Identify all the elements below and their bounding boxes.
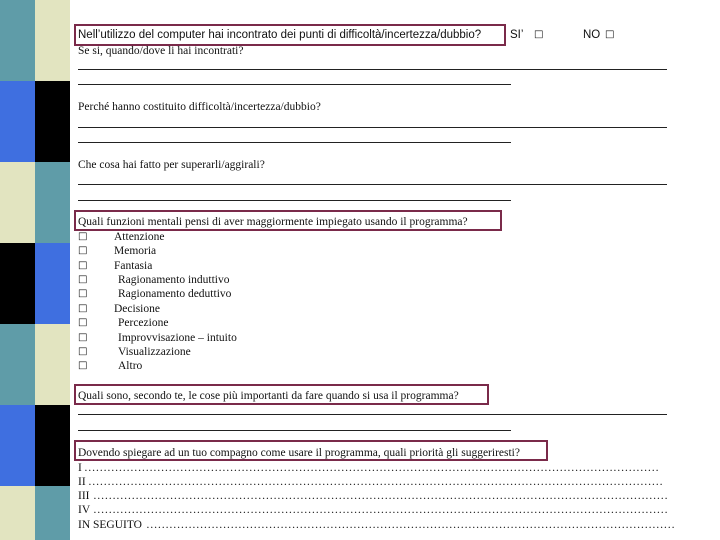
priority-answer-dots[interactable]: …………………………………………………………………………………………………………………………………… xyxy=(88,476,663,488)
option-label: Visualizzazione xyxy=(118,346,191,358)
option-label: Improvvisazione – intuito xyxy=(118,332,237,344)
option-checkbox[interactable]: □ xyxy=(78,346,88,357)
priority-answer-dots[interactable]: …………………………………………………………………………………………………………………………………… xyxy=(84,462,659,474)
strip-tile xyxy=(0,162,35,189)
answer-line[interactable] xyxy=(78,84,511,85)
q6-question: Dovendo spiegare ad un tuo compagno come usare il programma, quali priorità gli suggeriresti? xyxy=(78,447,520,459)
option-checkbox[interactable]: □ xyxy=(78,288,88,299)
strip-tile xyxy=(35,81,70,108)
priority-label: I xyxy=(78,462,82,474)
strip-tile xyxy=(0,243,35,270)
priority-label: III xyxy=(78,490,90,502)
q1-followup: Se si, quando/dove li hai incontrati? xyxy=(78,45,244,57)
option-label: Memoria xyxy=(114,245,157,257)
option-checkbox[interactable]: □ xyxy=(78,245,88,256)
strip-tile xyxy=(0,270,35,297)
answer-line[interactable] xyxy=(78,69,667,70)
priority-label: IV xyxy=(78,504,91,516)
strip-tile xyxy=(0,432,35,459)
option-checkbox[interactable]: □ xyxy=(78,260,88,271)
strip-tile xyxy=(0,351,35,378)
strip-tile xyxy=(35,270,70,297)
option-checkbox[interactable]: □ xyxy=(78,274,88,285)
strip-tile xyxy=(0,0,35,27)
strip-tile xyxy=(35,189,70,216)
strip-tile xyxy=(0,54,35,81)
strip-tile xyxy=(35,0,70,27)
decorative-side-strip xyxy=(0,0,70,540)
strip-tile xyxy=(35,459,70,486)
priority-label: IN SEGUITO xyxy=(78,519,142,531)
priority-label: II xyxy=(78,476,86,488)
q5-question: Quali sono, secondo te, le cose più importanti da fare quando si usa il programma? xyxy=(78,390,459,402)
strip-tile xyxy=(0,324,35,351)
option-checkbox[interactable]: □ xyxy=(78,317,88,328)
priority-answer-dots[interactable]: …………………………………………………………………………………………………………………………………… xyxy=(93,504,668,516)
strip-tile xyxy=(35,135,70,162)
option-checkbox[interactable]: □ xyxy=(78,231,88,242)
strip-tile xyxy=(0,459,35,486)
strip-tile xyxy=(35,486,70,513)
option-label: Attenzione xyxy=(114,231,165,243)
option-label: Ragionamento induttivo xyxy=(118,274,230,286)
q1-yes-label: SI’ xyxy=(510,29,524,41)
strip-tile xyxy=(35,297,70,324)
strip-tile xyxy=(0,378,35,405)
option-label: Ragionamento deduttivo xyxy=(118,288,232,300)
answer-line[interactable] xyxy=(78,430,511,431)
answer-line[interactable] xyxy=(78,127,667,128)
strip-tile xyxy=(0,108,35,135)
strip-tile xyxy=(35,243,70,270)
strip-tile xyxy=(0,486,35,513)
option-label: Percezione xyxy=(118,317,169,329)
option-checkbox[interactable]: □ xyxy=(78,332,88,343)
answer-line[interactable] xyxy=(78,142,511,143)
strip-tile xyxy=(35,405,70,432)
strip-tile xyxy=(35,432,70,459)
strip-tile xyxy=(0,135,35,162)
strip-tile xyxy=(35,378,70,405)
q1-yes-checkbox[interactable]: □ xyxy=(534,29,544,40)
option-label: Decisione xyxy=(114,303,160,315)
option-checkbox[interactable]: □ xyxy=(78,360,88,371)
strip-tile xyxy=(35,324,70,351)
q1-no-checkbox[interactable]: □ xyxy=(605,29,615,40)
q1-question: Nell’utilizzo del computer hai incontrato dei punti di difficoltà/incertezza/dubbio? xyxy=(78,29,482,41)
strip-tile xyxy=(35,351,70,378)
priority-answer-dots[interactable]: ………………………………………………………………………………………………………………………… xyxy=(146,519,675,531)
priority-answer-dots[interactable]: …………………………………………………………………………………………………………………………………… xyxy=(93,490,668,502)
strip-tile xyxy=(35,108,70,135)
strip-tile xyxy=(35,27,70,54)
strip-tile xyxy=(0,297,35,324)
answer-line[interactable] xyxy=(78,184,667,185)
strip-tile xyxy=(0,27,35,54)
strip-tile xyxy=(35,162,70,189)
answer-line[interactable] xyxy=(78,414,667,415)
option-label: Altro xyxy=(118,360,143,372)
strip-tile xyxy=(0,189,35,216)
q3-question: Che cosa hai fatto per superarli/aggirali? xyxy=(78,159,265,171)
strip-tile xyxy=(0,405,35,432)
strip-tile xyxy=(35,216,70,243)
answer-line[interactable] xyxy=(78,200,511,201)
strip-tile xyxy=(0,81,35,108)
q1-no-label: NO xyxy=(583,29,601,41)
option-checkbox[interactable]: □ xyxy=(78,303,88,314)
strip-tile xyxy=(0,216,35,243)
strip-tile xyxy=(0,513,35,540)
q2-question: Perché hanno costituito difficoltà/incertezza/dubbio? xyxy=(78,101,321,113)
strip-tile xyxy=(35,513,70,540)
q4-question: Quali funzioni mentali pensi di aver maggiormente impiegato usando il programma? xyxy=(78,216,468,228)
option-label: Fantasia xyxy=(114,260,153,272)
strip-tile xyxy=(35,54,70,81)
